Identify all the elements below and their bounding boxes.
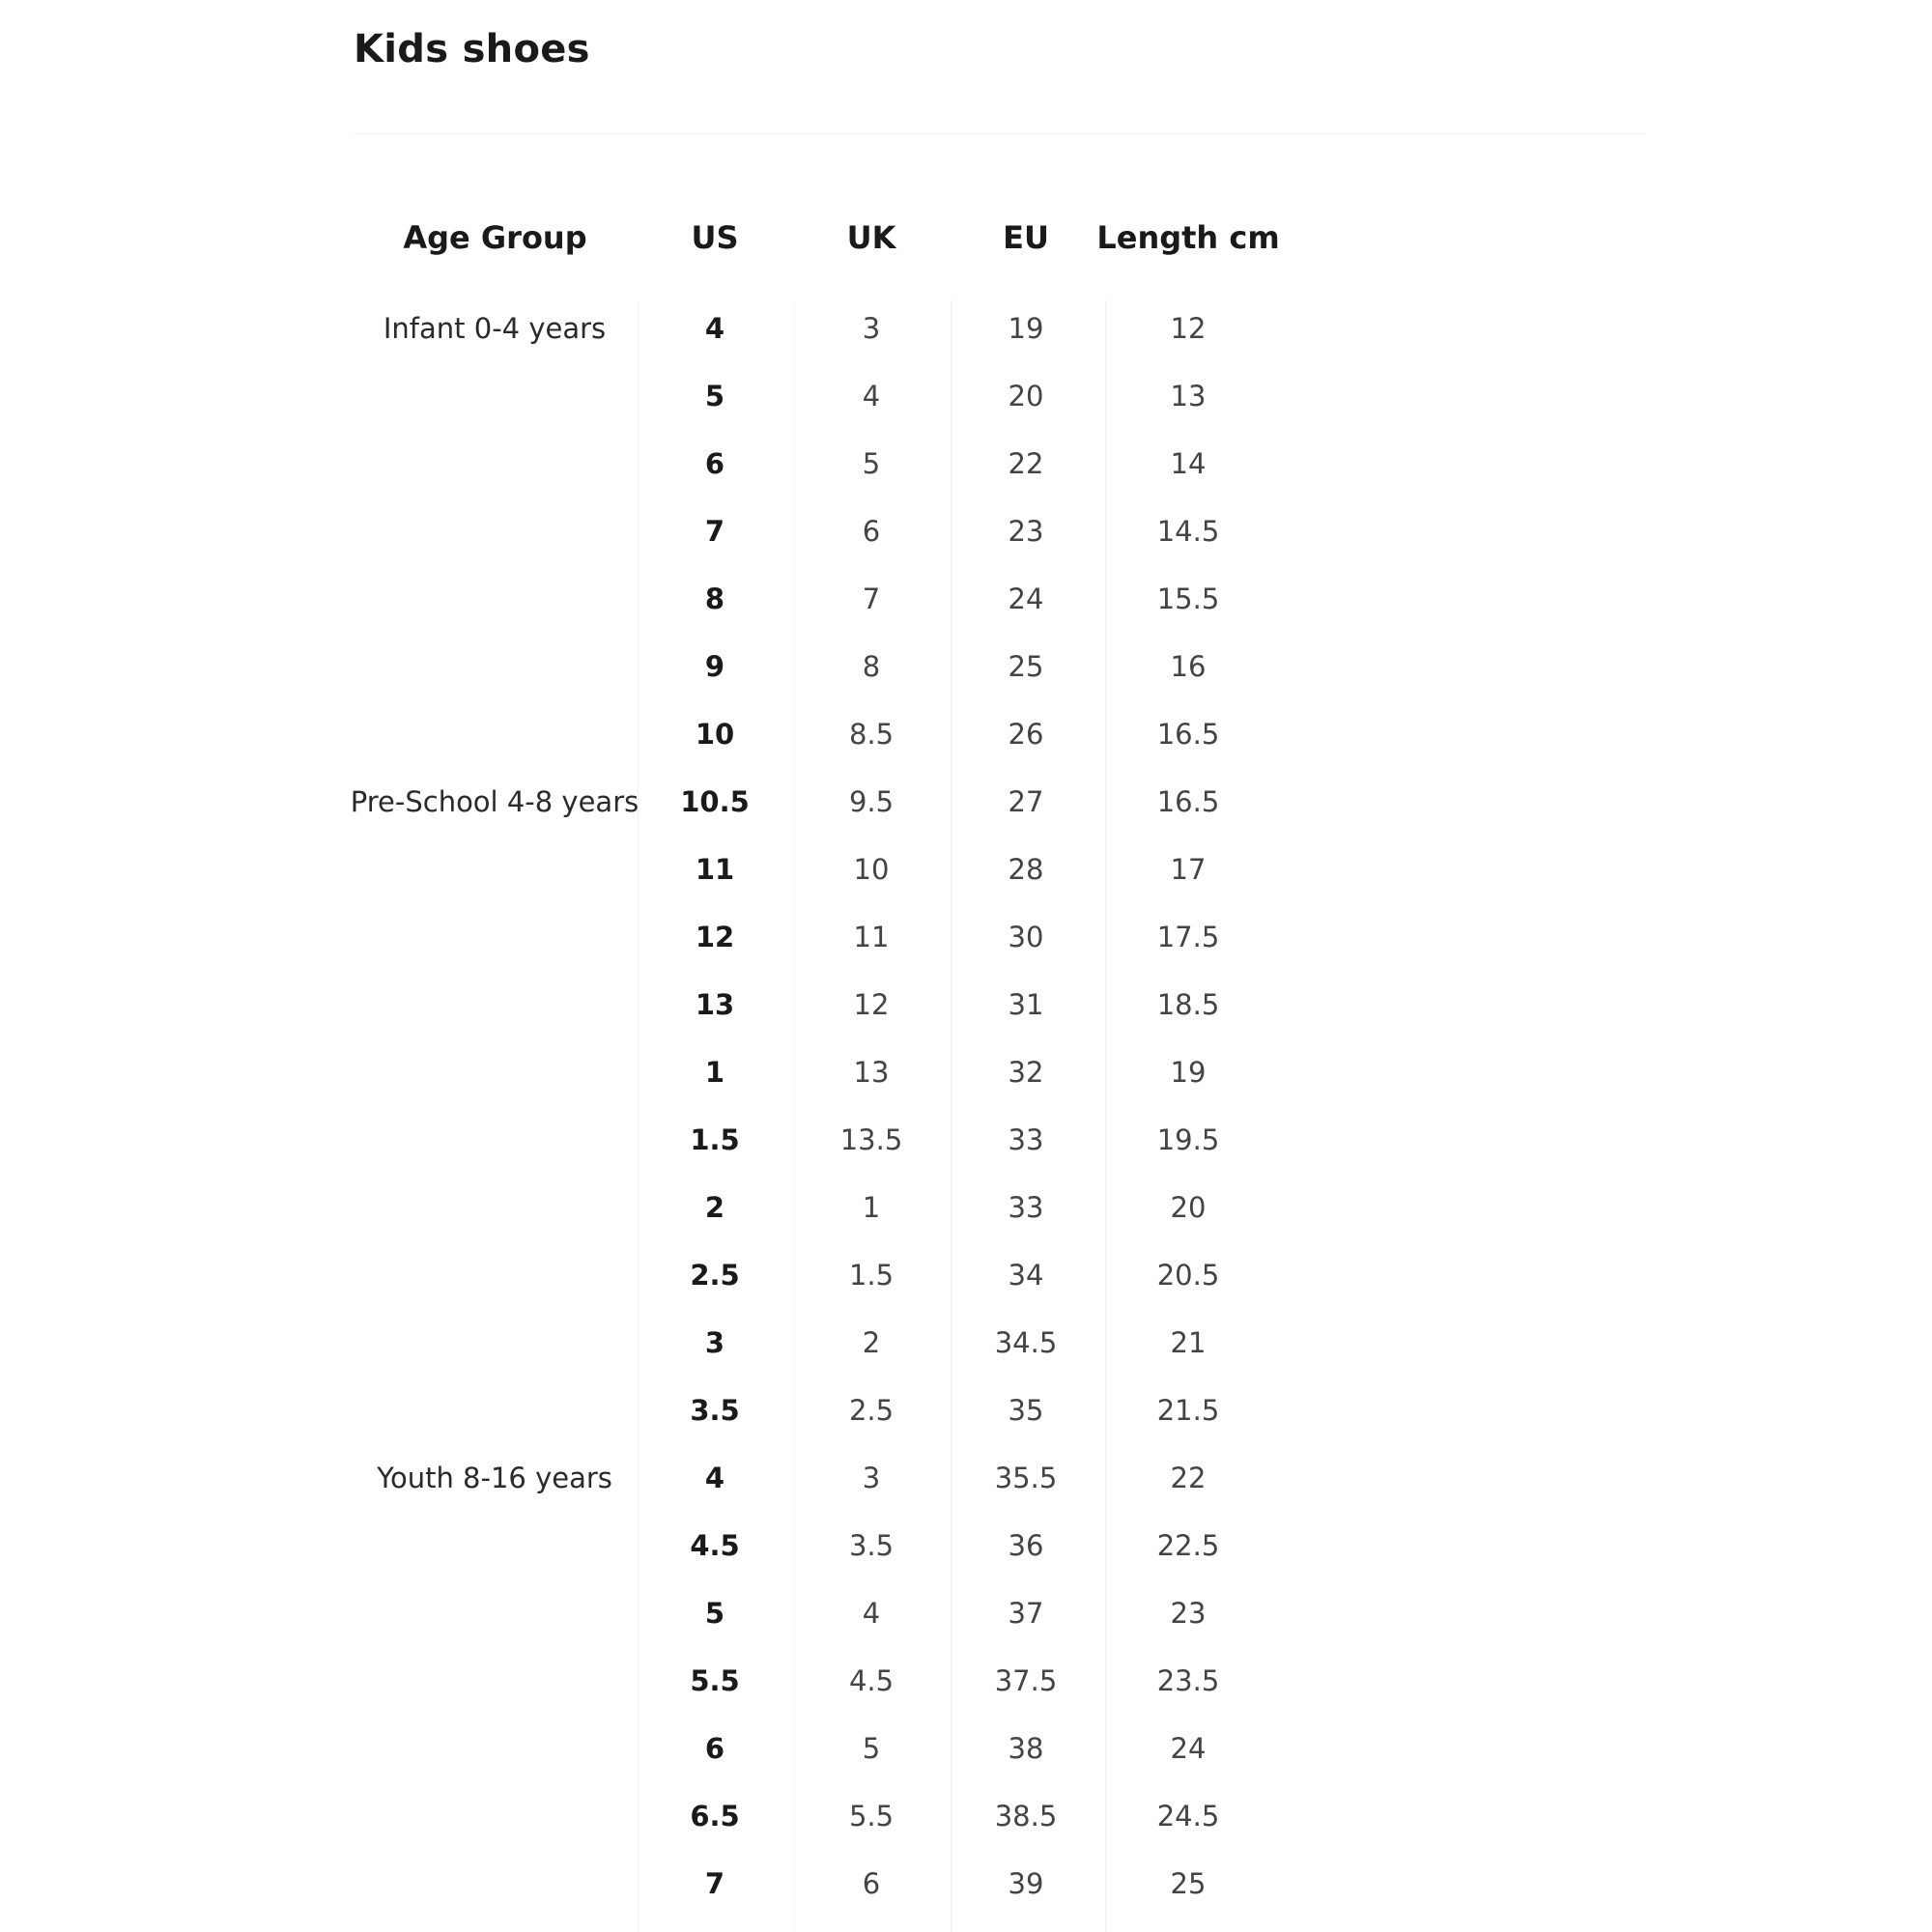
cell-length: 23.5 [1156, 1664, 1220, 1697]
cell-uk: 11 [853, 921, 890, 953]
cell-uk: 4.5 [848, 1664, 895, 1697]
cell-length: 19 [1170, 1056, 1207, 1089]
cell-us: 1 [704, 1056, 725, 1089]
cell-length: 19.5 [1156, 1123, 1220, 1156]
cell-eu: 37.5 [994, 1664, 1058, 1697]
cell-eu: 26 [1008, 718, 1044, 751]
cell-uk: 2.5 [848, 1394, 895, 1427]
cell-us: 2 [704, 1191, 725, 1224]
header-length-cm: Length cm [1096, 219, 1280, 256]
cell-eu: 25 [1008, 650, 1044, 683]
cell-us: 6 [704, 447, 725, 480]
cell-eu: 32 [1008, 1056, 1044, 1089]
cell-length: 20 [1170, 1191, 1207, 1224]
header-age-group: Age Group [403, 219, 587, 256]
age-group-label: Pre-School 4-8 years [350, 785, 639, 818]
cell-uk: 4 [862, 1597, 881, 1630]
cell-uk: 2 [862, 1326, 881, 1359]
cell-us: 11 [695, 853, 735, 886]
cell-eu: 35 [1008, 1394, 1044, 1427]
cell-us: 10 [695, 718, 735, 751]
cell-length: 23 [1170, 1597, 1207, 1630]
cell-uk: 8 [862, 650, 881, 683]
cell-eu: 33 [1008, 1123, 1044, 1156]
cell-uk: 5 [862, 1732, 881, 1765]
cell-length: 15.5 [1156, 582, 1220, 615]
cell-uk: 10 [853, 853, 890, 886]
cell-eu: 20 [1008, 380, 1044, 412]
cell-length: 21.5 [1156, 1394, 1220, 1427]
cell-eu: 23 [1008, 515, 1044, 548]
cell-us: 4 [704, 1462, 725, 1494]
cell-length: 16.5 [1156, 718, 1220, 751]
cell-uk: 8.5 [848, 718, 895, 751]
cell-length: 14.5 [1156, 515, 1220, 548]
cell-eu: 28 [1008, 853, 1044, 886]
cell-us: 10.5 [680, 785, 750, 818]
column-divider [638, 299, 639, 1932]
age-group-label: Infant 0-4 years [383, 312, 607, 345]
cell-eu: 37 [1008, 1597, 1044, 1630]
cell-us: 8 [704, 582, 725, 615]
cell-us: 1.5 [690, 1123, 740, 1156]
cell-length: 16.5 [1156, 785, 1220, 818]
cell-uk: 12 [853, 988, 890, 1021]
cell-us: 9 [704, 650, 725, 683]
cell-length: 14 [1170, 447, 1207, 480]
cell-us: 12 [695, 921, 735, 953]
cell-uk: 3.5 [848, 1529, 895, 1562]
age-group-label: Youth 8-16 years [377, 1462, 612, 1494]
cell-length: 22 [1170, 1462, 1207, 1494]
cell-eu: 31 [1008, 988, 1044, 1021]
cell-eu: 34 [1008, 1259, 1044, 1292]
header-eu: EU [1003, 219, 1049, 256]
cell-eu: 36 [1008, 1529, 1044, 1562]
column-divider [951, 299, 952, 1932]
column-divider [794, 299, 795, 1932]
cell-eu: 38 [1008, 1732, 1044, 1765]
cell-uk: 5.5 [848, 1800, 895, 1833]
cell-eu: 30 [1008, 921, 1044, 953]
cell-uk: 4 [862, 380, 881, 412]
cell-length: 22.5 [1156, 1529, 1220, 1562]
column-divider [1105, 299, 1106, 1932]
cell-length: 16 [1170, 650, 1207, 683]
cell-eu: 27 [1008, 785, 1044, 818]
cell-us: 4 [704, 312, 725, 345]
cell-length: 17.5 [1156, 921, 1220, 953]
cell-uk: 9.5 [848, 785, 895, 818]
cell-uk: 1 [862, 1191, 881, 1224]
cell-us: 6.5 [690, 1800, 740, 1833]
cell-eu: 38.5 [994, 1800, 1058, 1833]
cell-length: 25 [1170, 1867, 1207, 1900]
cell-length: 21 [1170, 1326, 1207, 1359]
header-uk: UK [846, 219, 896, 256]
page-title: Kids shoes [354, 27, 590, 71]
cell-uk: 5 [862, 447, 881, 480]
cell-uk: 6 [862, 1867, 881, 1900]
cell-us: 7 [704, 1867, 725, 1900]
cell-eu: 39 [1008, 1867, 1044, 1900]
cell-length: 17 [1170, 853, 1207, 886]
cell-eu: 33 [1008, 1191, 1044, 1224]
cell-us: 6 [704, 1732, 725, 1765]
cell-us: 2.5 [690, 1259, 740, 1292]
cell-length: 18.5 [1156, 988, 1220, 1021]
cell-eu: 19 [1008, 312, 1044, 345]
cell-us: 3.5 [690, 1394, 740, 1427]
cell-length: 20.5 [1156, 1259, 1220, 1292]
cell-eu: 24 [1008, 582, 1044, 615]
cell-uk: 6 [862, 515, 881, 548]
cell-length: 24 [1170, 1732, 1207, 1765]
cell-eu: 22 [1008, 447, 1044, 480]
cell-uk: 7 [862, 582, 881, 615]
cell-length: 24.5 [1156, 1800, 1220, 1833]
cell-us: 5 [704, 380, 725, 412]
cell-uk: 13.5 [839, 1123, 903, 1156]
cell-length: 13 [1170, 380, 1207, 412]
cell-uk: 3 [862, 1462, 881, 1494]
cell-eu: 35.5 [994, 1462, 1058, 1494]
cell-uk: 13 [853, 1056, 890, 1089]
cell-uk: 3 [862, 312, 881, 345]
cell-us: 5.5 [690, 1664, 740, 1697]
cell-us: 4.5 [690, 1529, 740, 1562]
cell-us: 5 [704, 1597, 725, 1630]
cell-us: 7 [704, 515, 725, 548]
cell-eu: 34.5 [994, 1326, 1058, 1359]
cell-uk: 1.5 [848, 1259, 895, 1292]
cell-length: 12 [1170, 312, 1207, 345]
cell-us: 3 [704, 1326, 725, 1359]
cell-us: 13 [695, 988, 735, 1021]
header-us: US [691, 219, 739, 256]
